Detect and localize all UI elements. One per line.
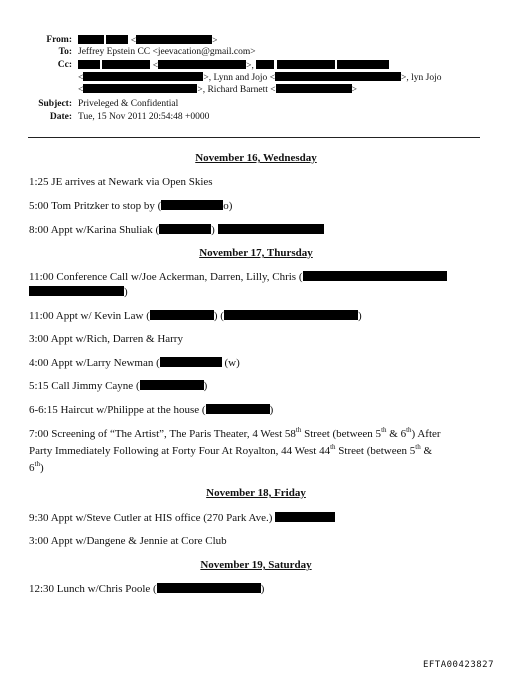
redaction [140,380,204,390]
redaction [275,512,335,522]
schedule-item: 11:00 Conference Call w/Joe Ackerman, Darren, Lilly, Chris ( [29,271,447,283]
day-heading-nov16: November 16, Wednesday [195,152,317,164]
cc-name-2: lyn Jojo [411,73,442,83]
cc-name-1: Lynn and Jojo [213,73,268,83]
schedule-item-cont: 6th) [29,460,44,474]
cc-name-3: Richard Barnett [207,85,268,95]
schedule-item: 7:00 Screening of “The Artist”, The Paris Theater, 4 West 58th Street (between 5th & 6th) After [29,426,441,440]
redaction [157,583,261,593]
schedule-item: 8:00 Appt w/Karina Shuliak ( ) [29,224,324,236]
cc-row [0,59,512,71]
from-label: From: [46,35,72,45]
date-row [0,111,512,123]
schedule-item: 6-6:15 Haircut w/Philippe at the house ( ) [29,404,274,416]
date-value: Tue, 15 Nov 2011 20:54:48 +0000 [78,112,210,122]
schedule-item: 12:30 Lunch w/Chris Poole ( ) [29,583,265,595]
schedule-item-cont: ) [29,286,128,298]
day-heading-nov18: November 18, Friday [206,487,306,499]
schedule-item: 4:00 Appt w/Larry Newman ( (w) [29,357,240,369]
schedule-item-cont: Party Immediately Following at Forty Four At Royalton, 44 West 44th Street (between 5th & [29,443,433,457]
schedule-item: 3:00 Appt w/Dangene & Jennie at Core Club [29,535,227,547]
day-heading-nov17: November 17, Thursday [199,247,313,259]
cc-line2: < >, Lynn and Jojo < >, lyn Jojo [78,73,442,83]
schedule-item: 5:15 Call Jimmy Cayne ( ) [29,380,208,392]
schedule-item: 11:00 Appt w/ Kevin Law ( ) ( ) [29,310,362,322]
schedule-item: 9:30 Appt w/Steve Cutler at HIS office (270 Park Ave.) [29,512,335,524]
redaction [29,286,124,296]
cc-line3: < >, Richard Barnett < > [78,85,357,95]
date-label: Date: [49,112,72,122]
redaction [160,357,222,367]
redaction [224,310,358,320]
subject-label: Subject: [38,99,72,109]
to-row [0,46,512,58]
day-heading-nov19: November 19, Saturday [200,559,312,571]
subject-value: Priveleged & Confidential [78,99,179,109]
redaction [218,224,324,234]
from-row [0,34,512,46]
redaction [206,404,270,414]
header-divider [28,137,480,138]
cc-redacted-line1: < >, [78,60,389,72]
redaction [150,310,214,320]
cc-label: Cc: [57,60,72,70]
to-value: Jeffrey Epstein CC <jeevacation@gmail.com> [78,47,256,57]
to-label: To: [58,47,72,57]
subject-row [0,98,512,110]
schedule-item: 1:25 JE arrives at Newark via Open Skies [29,176,213,188]
document-id: EFTA00423827 [422,660,494,670]
schedule-item: 3:00 Appt w/Rich, Darren & Harry [29,333,183,345]
schedule-item: 5:00 Tom Pritzker to stop by ( o) [29,200,233,212]
from-redacted: < > [78,35,217,47]
redaction [159,224,211,234]
redaction [161,200,223,210]
redaction [303,271,447,281]
